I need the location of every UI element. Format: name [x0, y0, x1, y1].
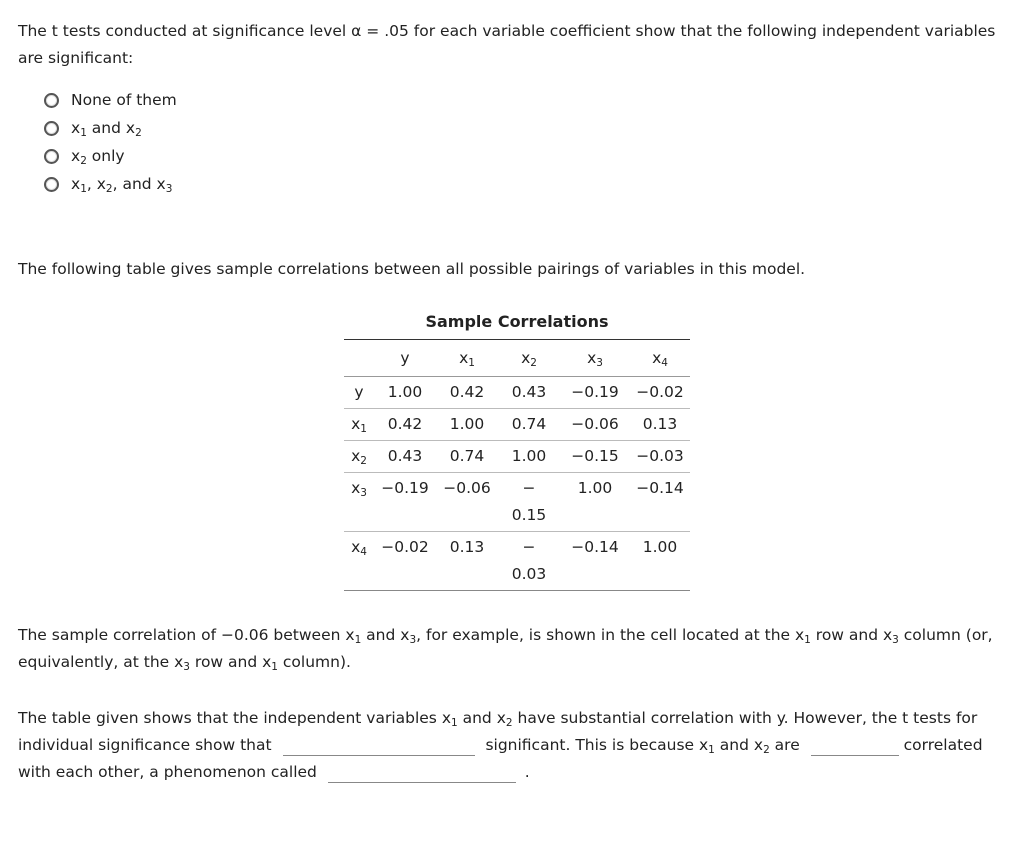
- option-label: $x_1$, $x_2$, and $x_3$: [71, 175, 173, 195]
- table-cell: 0.13: [642, 415, 678, 433]
- fill-in-text-3: correlated with each other, a phenomenon called: [18, 736, 983, 781]
- table-row: [344, 377, 690, 409]
- table-cell: 0.74: [449, 447, 485, 465]
- fill-in-text-2: significant. This is because $x_1$ and $x_2$ are: [485, 736, 800, 756]
- header-cell: [344, 340, 374, 377]
- table-cell: −0.06: [443, 479, 491, 497]
- header-cell: $x_4$: [630, 340, 690, 377]
- option-x1-x2-x3[interactable]: [44, 170, 177, 198]
- table-cell: 0.42: [449, 383, 485, 401]
- fill-in-text-1: The table given shows that the independent variables $x_1$ and $x_2$ have substantial correlation with y. However, the t tests for individual significance show that: [18, 709, 978, 754]
- table-cell: 1.00: [577, 479, 613, 497]
- answer-options: [44, 86, 177, 198]
- row-label: $x_2$: [351, 447, 367, 467]
- table-cell: − 0.03: [511, 538, 547, 583]
- fill-in-text-4: .: [524, 763, 530, 781]
- option-x1-and-x2[interactable]: [44, 114, 177, 142]
- option-x2-only[interactable]: [44, 142, 177, 170]
- table-row: [344, 473, 690, 532]
- table-cell: −0.02: [636, 383, 684, 401]
- blank-phenomenon-input[interactable]: [328, 764, 516, 783]
- row-label: $x_1$: [351, 415, 367, 435]
- table-cell: 0.13: [449, 538, 485, 556]
- table-cell: − 0.15: [511, 479, 547, 524]
- blank-significance-input[interactable]: [283, 737, 475, 756]
- row-label: $x_3$: [351, 479, 367, 499]
- header-cell: $x_3$: [560, 340, 630, 377]
- table-cell: 1.00: [387, 383, 423, 401]
- table-row: [344, 532, 690, 591]
- question-text: The t tests conducted at significance level α = .05 for each variable coefficient show that the following independent variables are significant:: [18, 22, 996, 67]
- table-cell: 0.43: [387, 447, 423, 465]
- table-header-row: [344, 340, 690, 377]
- table-cell: −0.03: [636, 447, 684, 465]
- option-label: None of them: [71, 91, 177, 109]
- option-label: $x_1$ and $x_2$: [71, 119, 142, 139]
- table-cell: 0.42: [387, 415, 423, 433]
- table-cell: −0.02: [381, 538, 429, 556]
- fill-in-paragraph: [18, 705, 1008, 786]
- table-cell: 0.43: [511, 383, 547, 401]
- table-cell: −0.14: [636, 479, 684, 497]
- example-text: The sample correlation of −0.06 between $x_1$ and $x_3$, for example, is shown in the cell located at the $x_1$ row and $x_3$ column (or, equivalently, at the $x_3$ row and $x_1$ column).: [18, 626, 993, 673]
- table-title: Sample Correlations: [425, 312, 609, 331]
- header-cell: y: [374, 340, 436, 377]
- table-row: [344, 441, 690, 473]
- table-cell: −0.14: [571, 538, 619, 556]
- radio-circle-icon[interactable]: [44, 177, 59, 192]
- table-cell: 1.00: [449, 415, 485, 433]
- radio-circle-icon[interactable]: [44, 93, 59, 108]
- radio-circle-icon[interactable]: [44, 149, 59, 164]
- table-cell: 0.74: [511, 415, 547, 433]
- row-label: y: [354, 383, 364, 401]
- table-cell: −0.15: [571, 447, 619, 465]
- table-row: [344, 409, 690, 441]
- table-cell: 1.00: [642, 538, 678, 556]
- table-cell: −0.19: [571, 383, 619, 401]
- header-cell: $x_2$: [498, 340, 560, 377]
- option-label: $x_2$ only: [71, 147, 125, 167]
- header-cell: $x_1$: [436, 340, 498, 377]
- table-intro: The following table gives sample correlations between all possible pairings of variables in this model.: [18, 260, 806, 278]
- correlation-table: [344, 339, 690, 591]
- blank-correlation-degree-input[interactable]: [811, 737, 899, 756]
- radio-circle-icon[interactable]: [44, 121, 59, 136]
- table-cell: 1.00: [511, 447, 547, 465]
- table-cell: −0.06: [571, 415, 619, 433]
- option-none-of-them[interactable]: [44, 86, 177, 114]
- table-cell: −0.19: [381, 479, 429, 497]
- row-label: $x_4$: [351, 538, 367, 558]
